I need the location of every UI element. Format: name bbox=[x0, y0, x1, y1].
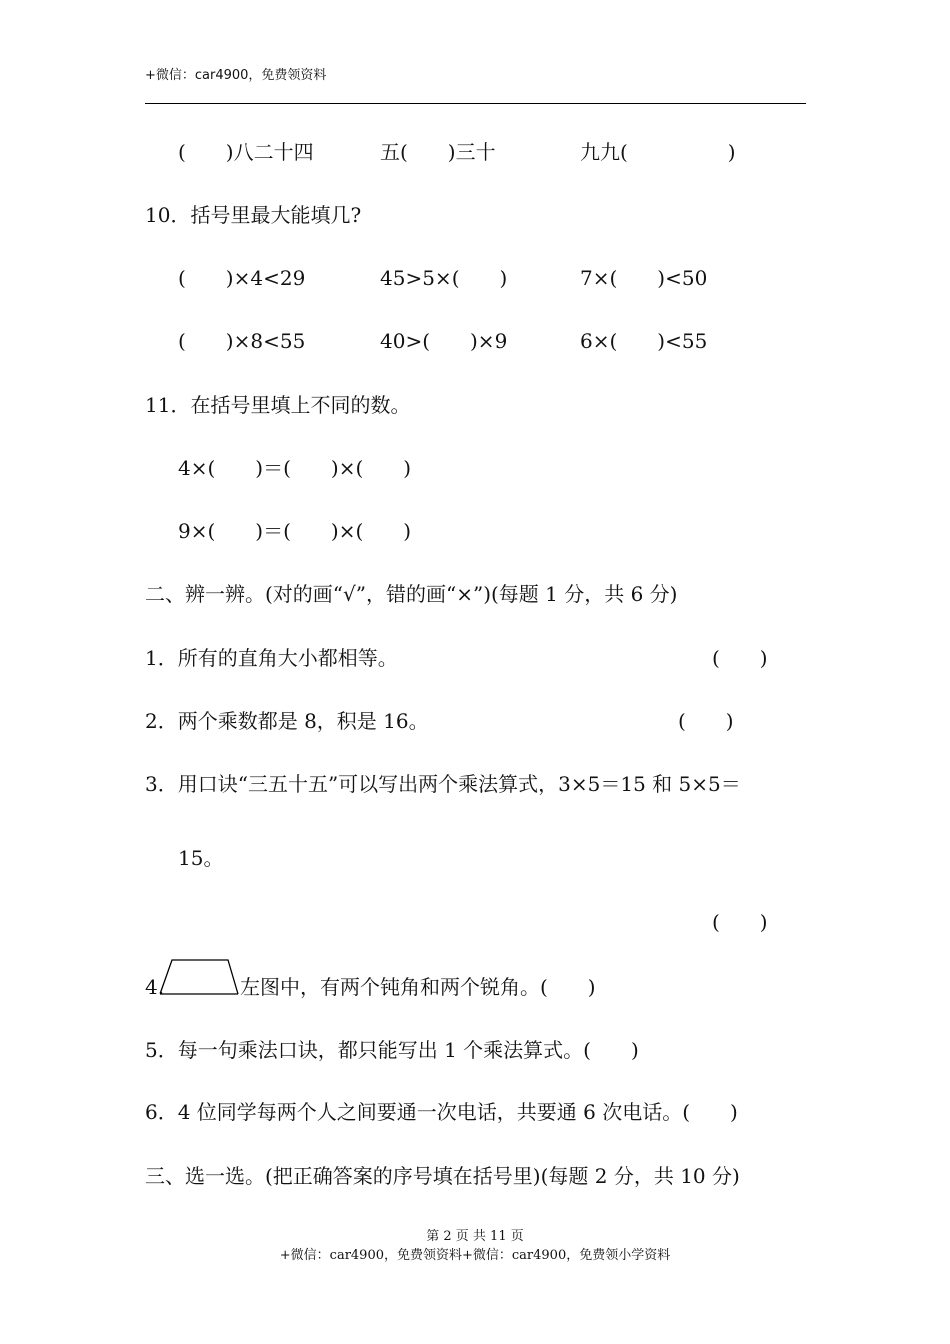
s2-item-1-paren: ( ) bbox=[712, 646, 768, 670]
q10-r2-c3: 6×( )<55 bbox=[580, 329, 708, 353]
q10-title: 10．括号里最大能填几? bbox=[145, 203, 362, 227]
q11-line-1: 4×( )＝( )×( ) bbox=[178, 456, 412, 480]
s2-item-4-num: 4. bbox=[145, 975, 165, 999]
section2-title: 二、辨一辨。(对的画“√”，错的画“×”)(每题 1 分，共 6 分) bbox=[145, 582, 678, 606]
q9-cell-2: 五( )三十 bbox=[380, 140, 496, 164]
q10-r2-c2: 40>( )×9 bbox=[380, 329, 508, 353]
s2-item-3: 3．用口诀“三五十五”可以写出两个乘法算式，3×5＝15 和 5×5＝ bbox=[145, 772, 741, 796]
q10-r1-c2: 45>5×( ) bbox=[380, 266, 508, 290]
s2-item-2: 2．两个乘数都是 8，积是 16。 bbox=[145, 709, 429, 733]
q10-r1-c3: 7×( )<50 bbox=[580, 266, 708, 290]
trapezoid-outline bbox=[160, 960, 238, 994]
q11-line-2: 9×( )＝( )×( ) bbox=[178, 519, 412, 543]
s2-item-3-cont: 15。 bbox=[178, 846, 224, 870]
s2-item-1: 1．所有的直角大小都相等。 bbox=[145, 646, 398, 670]
footer-wechat: +微信：car4900，免费领资料+微信：car4900，免费领小学资料 bbox=[279, 1248, 671, 1263]
q11-title: 11．在括号里填上不同的数。 bbox=[145, 393, 411, 417]
q9-cell-1: ( )八二十四 bbox=[178, 140, 314, 164]
trapezoid-figure bbox=[160, 958, 240, 998]
page-header: +微信：car4900，免费领资料 bbox=[145, 68, 327, 83]
q10-r1-c1: ( )×4<29 bbox=[178, 266, 306, 290]
section3-title: 三、选一选。(把正确答案的序号填在括号里)(每题 2 分，共 10 分) bbox=[145, 1164, 740, 1188]
s2-item-6: 6．4 位同学每两个人之间要通一次电话，共要通 6 次电话。( ) bbox=[145, 1100, 738, 1124]
header-rule bbox=[145, 103, 806, 104]
q10-r2-c1: ( )×8<55 bbox=[178, 329, 306, 353]
page-number: 第 2 页 共 11 页 bbox=[426, 1229, 524, 1244]
s2-item-4: 左图中，有两个钝角和两个锐角。( ) bbox=[240, 975, 596, 999]
q9-cell-3: 九九( ) bbox=[580, 140, 736, 164]
s2-item-2-paren: ( ) bbox=[678, 709, 734, 733]
s2-item-5: 5．每一句乘法口诀，都只能写出 1 个乘法算式。( ) bbox=[145, 1038, 639, 1062]
s2-item-3-paren: ( ) bbox=[712, 910, 768, 934]
